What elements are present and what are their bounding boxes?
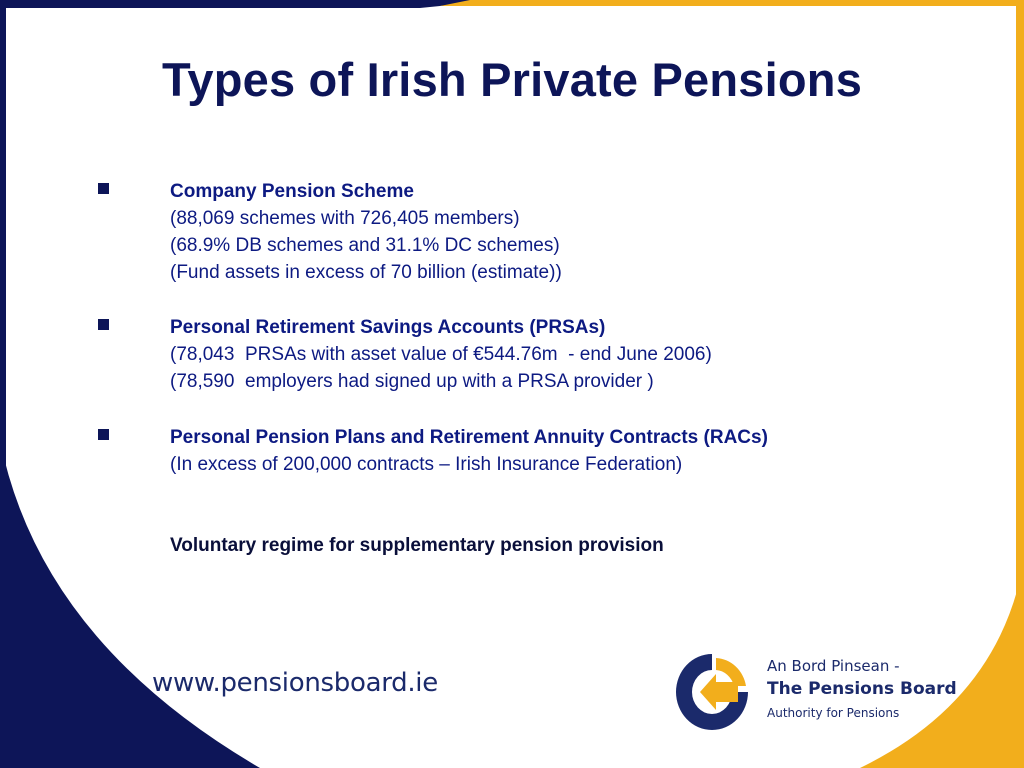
item-detail: (68.9% DB schemes and 31.1% DC schemes) xyxy=(170,235,560,256)
item-heading: Personal Pension Plans and Retirement Annuity Contracts (RACs) xyxy=(170,427,768,448)
item-detail: (In excess of 200,000 contracts – Irish Insurance Federation) xyxy=(170,454,683,475)
item-detail: (78,590 employers had signed up with a PRSA provider ) xyxy=(170,371,654,392)
square-bullet-icon xyxy=(98,429,109,440)
closing-statement: Voluntary regime for supplementary pension provision xyxy=(170,535,664,556)
item-heading: Company Pension Scheme xyxy=(170,181,414,202)
list-item-prsa xyxy=(170,314,930,395)
item-detail: (88,069 schemes with 726,405 members) xyxy=(170,208,520,229)
logo-line-irish: An Bord Pinsean - xyxy=(767,657,900,675)
square-bullet-icon xyxy=(98,183,109,194)
logo-line-tagline: Authority for Pensions xyxy=(767,706,900,720)
website-url[interactable]: www.pensionsboard.ie xyxy=(152,668,438,698)
item-detail: (78,043 PRSAs with asset value of €544.76m - end June 2006) xyxy=(170,344,712,365)
pensions-board-logo-icon xyxy=(670,648,754,736)
item-detail: (Fund assets in excess of 70 billion (estimate)) xyxy=(170,262,562,283)
logo-line-name: The Pensions Board xyxy=(767,679,957,699)
list-item-personal-pension xyxy=(170,424,930,478)
list-item-company-pension xyxy=(170,178,930,286)
slide-title: Types of Irish Private Pensions xyxy=(161,53,863,106)
item-heading: Personal Retirement Savings Accounts (PRSAs) xyxy=(170,317,606,338)
logo-text xyxy=(767,656,957,724)
square-bullet-icon xyxy=(98,319,109,330)
